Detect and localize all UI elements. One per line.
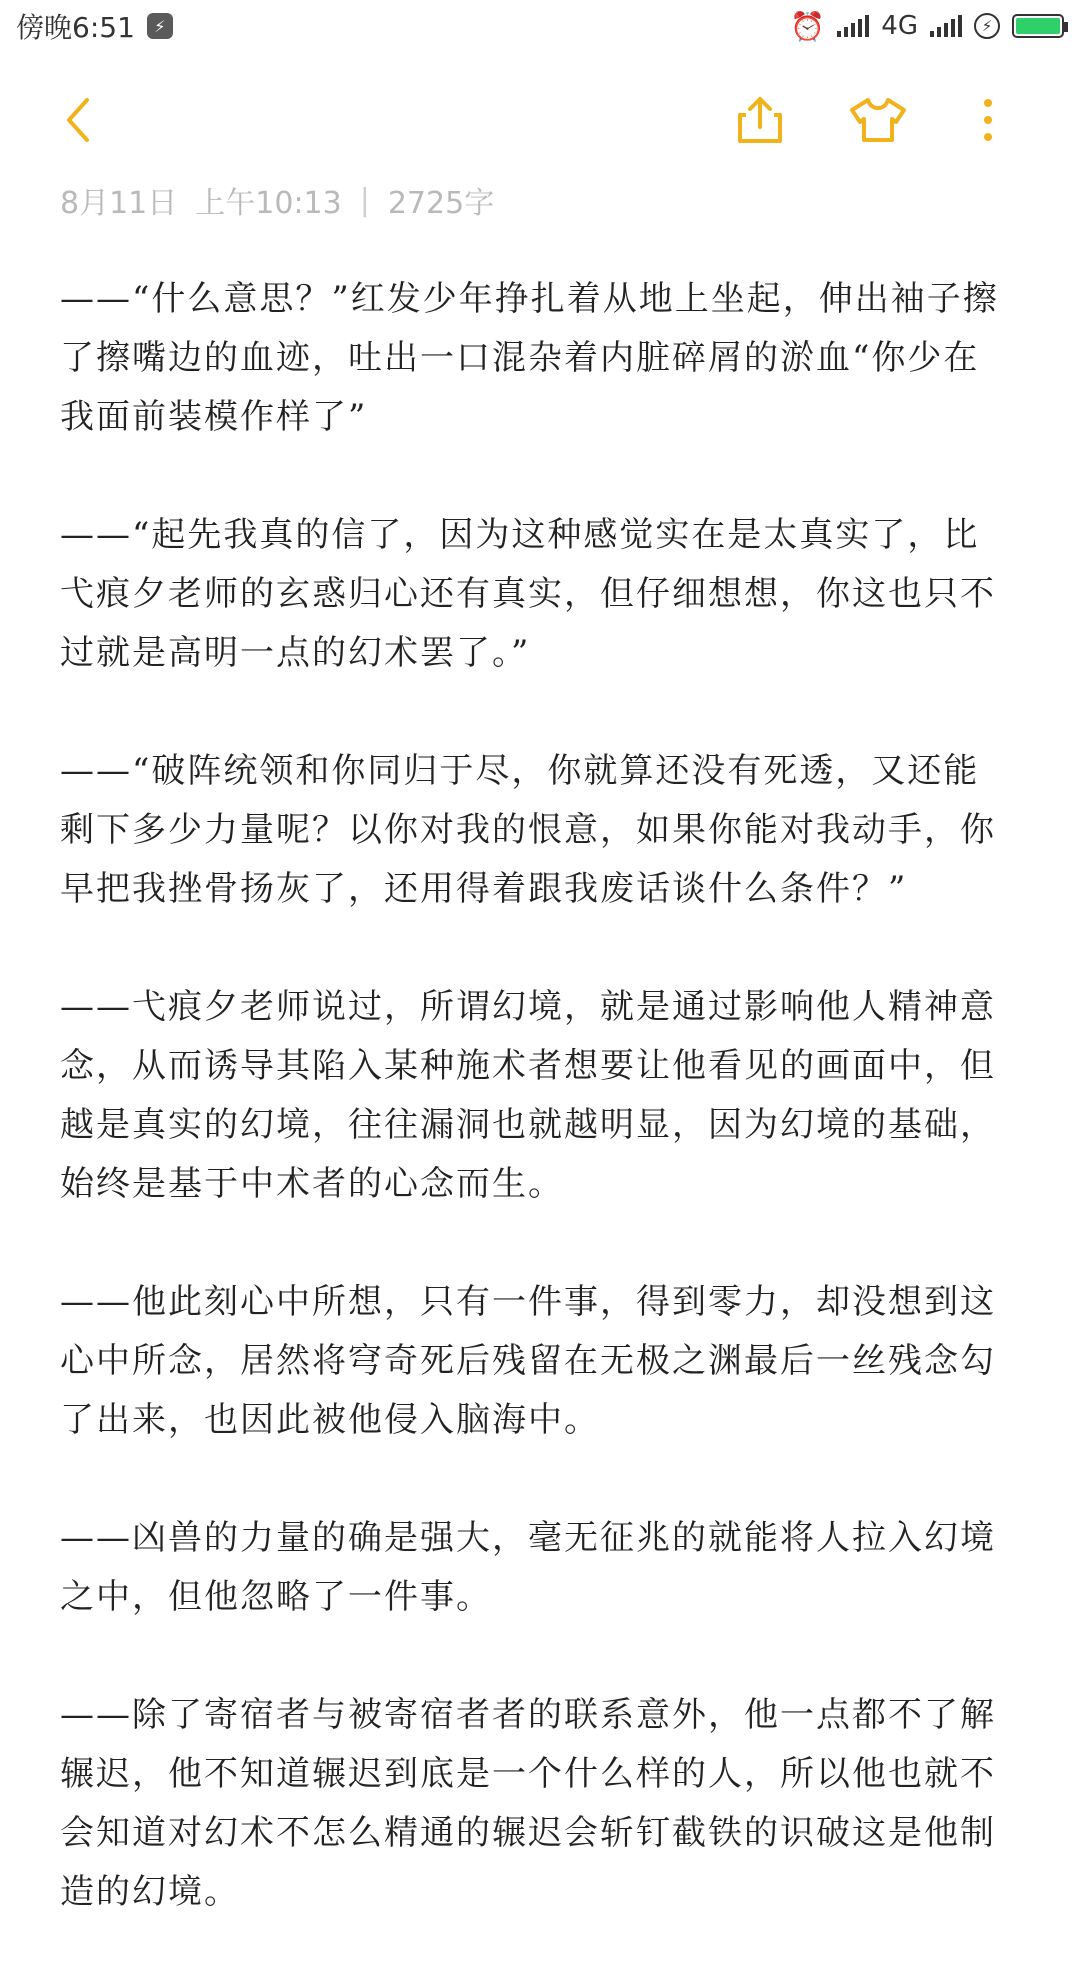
theme-button[interactable]: [846, 80, 910, 160]
note-paragraph: ——除了寄宿者与被寄宿者者的联系意外，他一点都不了解辗迟，他不知道辗迟到底是一个什么样的人，所以他也就不会知道对幻术不怎么精通的辗迟会斩钉截铁的识破这是他制造的幻境。: [60, 1695, 996, 1912]
note-paragraph: ——“破阵统领和你同归于尽，你就算还没有死透，又还能剩下多少力量呢？以你对我的恨意，如果你能对我动手，你早把我挫骨扬灰了，还用得着跟我废话谈什么条件？”: [60, 751, 996, 909]
word-count: 2725字: [387, 186, 495, 221]
status-bar: [0, 0, 1080, 52]
back-button[interactable]: [48, 80, 108, 160]
status-left: [16, 6, 173, 46]
alarm-icon: ⏰: [790, 9, 826, 43]
more-options-button[interactable]: [968, 80, 1008, 160]
share-button[interactable]: [730, 80, 790, 160]
charging-icon: ⚡: [974, 13, 1000, 39]
shield-bolt-icon: ⚡: [147, 13, 173, 39]
note-date: 8月11日: [60, 186, 178, 221]
status-time: 傍晚6:51: [16, 11, 135, 44]
signal-icon: [837, 15, 869, 37]
theme-shirt-icon: [848, 96, 908, 144]
note-time: 上午10:13: [195, 186, 342, 221]
note-paragraph: ——“起先我真的信了，因为这种感觉实在是太真实了，比弋痕夕老师的玄惑归心还有真实，但仔细想想，你这也只不过就是高明一点的幻术罢了。”: [60, 515, 996, 673]
note-paragraph: ——他此刻心中所想，只有一件事，得到零力，却没想到这心中所念，居然将穹奇死后残留在无极之渊最后一丝残念勾了出来，也因此被他侵入脑海中。: [60, 1282, 996, 1440]
note-paragraph: ——弋痕夕老师说过，所谓幻境，就是通过影响他人精神意念，从而诱导其陷入某种施术者想要让他看见的画面中，但越是真实的幻境，往往漏洞也就越明显，因为幻境的基础，始终是基于中术者的心念而生。: [60, 987, 996, 1204]
more-vert-icon: [982, 98, 994, 142]
network-type: 4G: [881, 11, 918, 41]
battery-icon: [1012, 14, 1064, 38]
note-content[interactable]: [60, 270, 1010, 1981]
note-paragraph: ——凶兽的力量的确是强大，毫无征兆的就能将人拉入幻境之中，但他忽略了一件事。: [60, 1518, 996, 1617]
signal-icon-2: [930, 15, 962, 37]
note-meta: [60, 178, 494, 222]
share-icon: [736, 95, 784, 145]
status-right: [790, 10, 1064, 43]
back-icon: [63, 96, 93, 144]
note-toolbar: [0, 80, 1080, 160]
note-paragraph: ——“什么意思？”红发少年挣扎着从地上坐起，伸出袖子擦了擦嘴边的血迹，吐出一口混杂着内脏碎屑的淤血“你少在我面前装模作样了”: [60, 279, 999, 437]
meta-separator: |: [359, 182, 370, 218]
